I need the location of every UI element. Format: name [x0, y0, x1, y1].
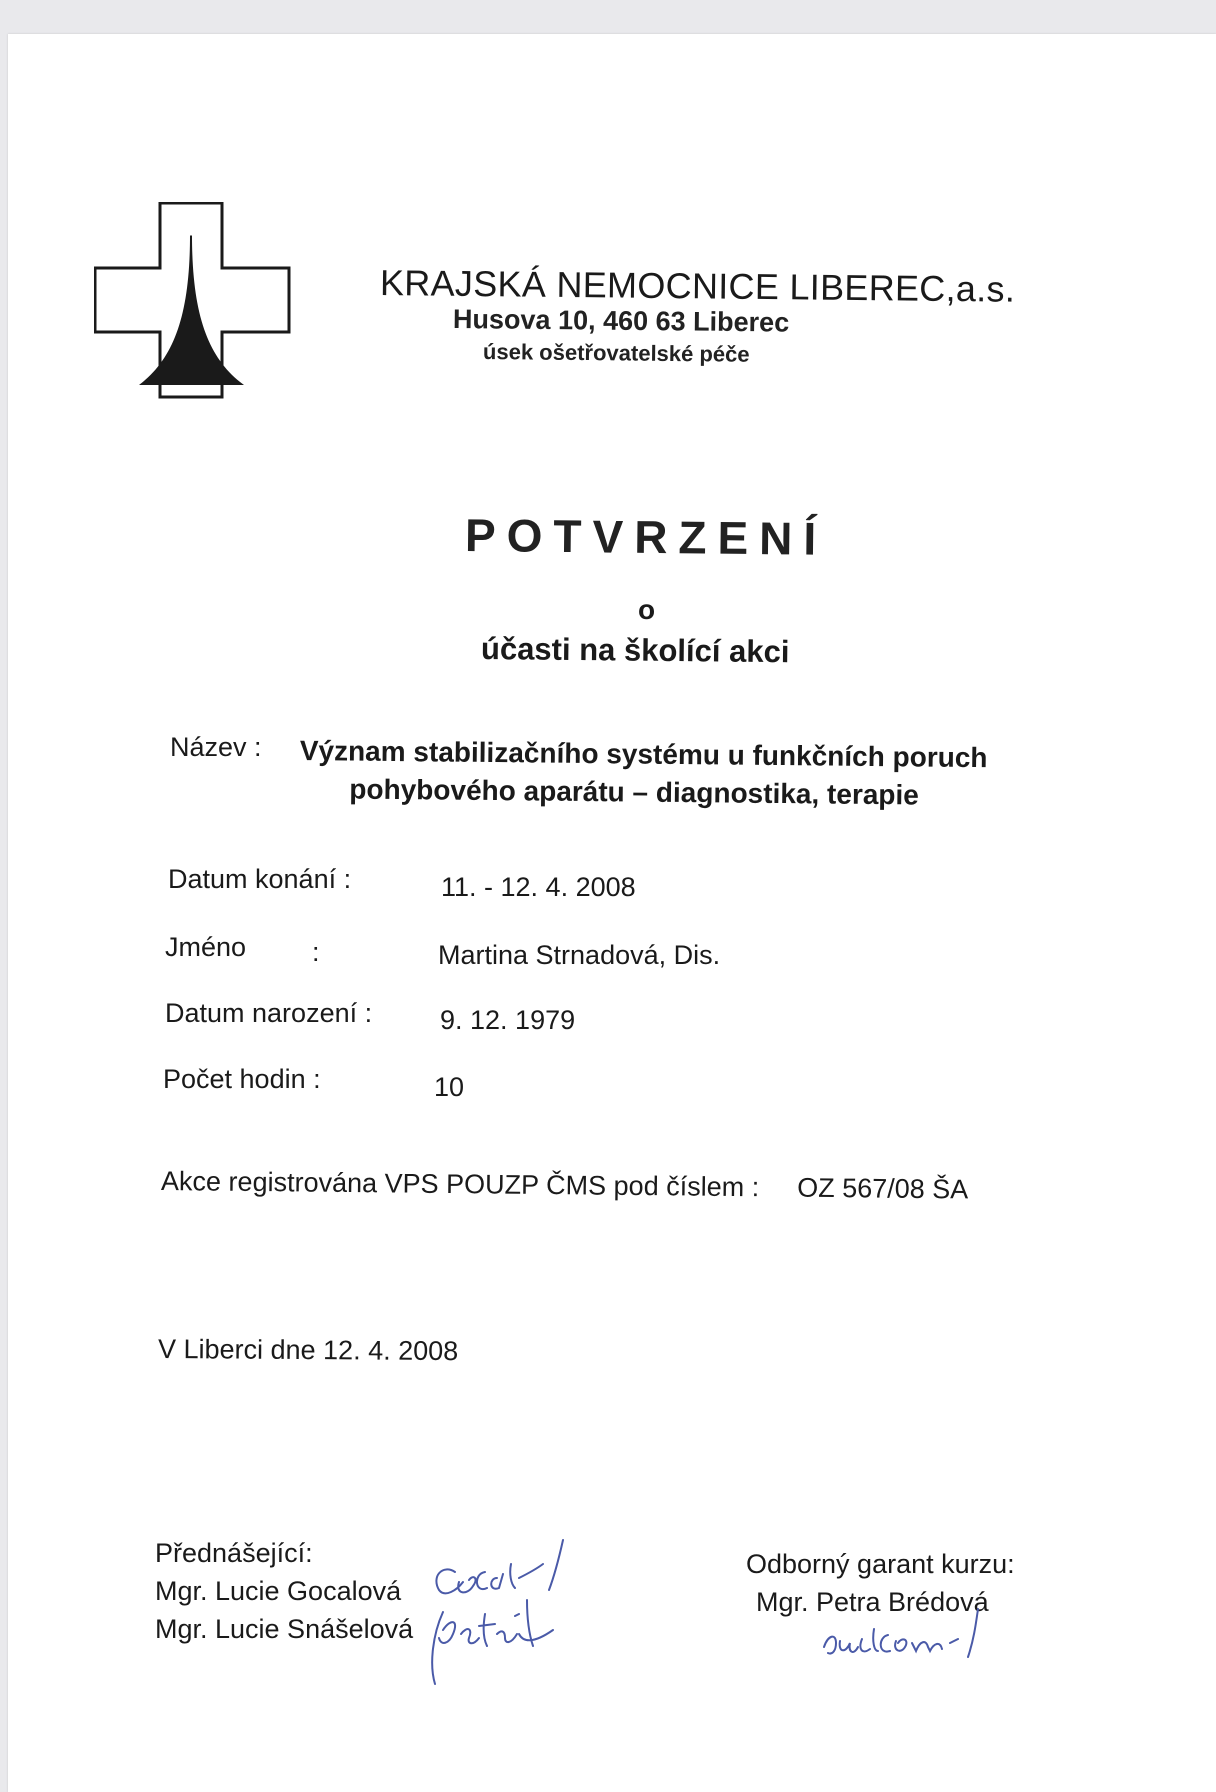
guarantor-signature [818, 1599, 1018, 1679]
lecturers-heading: Přednášející: [155, 1538, 313, 1568]
name-colon: : [312, 937, 320, 967]
birth-date-label: Datum narození : [165, 998, 373, 1028]
hours-label: Počet hodin : [163, 1064, 321, 1094]
document-subtitle: účasti na školící akci [480, 631, 790, 670]
organization-name: KRAJSKÁ NEMOCNICE LIBEREC,a.s. [379, 262, 1016, 310]
document-page [8, 34, 1216, 1792]
date-value: 11. - 12. 4. 2008 [441, 872, 636, 902]
place-and-date: V Liberci dne 12. 4. 2008 [157, 1334, 459, 1367]
document-title: POTVRZENÍ [464, 509, 828, 565]
hospital-cross-logo [94, 202, 291, 399]
course-name [299, 732, 987, 815]
hours-value: 10 [434, 1072, 465, 1102]
birth-date-value: 9. 12. 1979 [440, 1005, 576, 1035]
lecturers-block [155, 1534, 413, 1648]
guarantor-name: Mgr. Petra Brédová [756, 1587, 989, 1617]
course-name-line1: Význam stabilizačního systému u funkčních poruch [299, 734, 988, 774]
document-title-o: o [638, 594, 656, 625]
lecturer-signatures [423, 1534, 603, 1694]
course-label: Název : [170, 732, 262, 762]
name-value: Martina Strnadová, Dis. [438, 940, 721, 970]
registration-line [161, 1166, 969, 1205]
organization-department: úsek ošetřovatelské péče [482, 339, 750, 367]
organization-address: Husova 10, 460 63 Liberec [452, 304, 790, 338]
date-label: Datum konání : [168, 864, 352, 894]
lecturer-2: Mgr. Lucie Snášelová [155, 1614, 414, 1644]
registration-number: OZ 567/08 ŠA [797, 1172, 969, 1205]
registration-text: Akce registrována VPS POUZP ČMS pod číslem : [160, 1166, 760, 1203]
course-name-line2: pohybového aparátu – diagnostika, terapie [349, 773, 920, 811]
name-label: Jméno [165, 932, 247, 962]
lecturer-1: Mgr. Lucie Gocalová [155, 1576, 402, 1606]
guarantor-heading: Odborný garant kurzu: [746, 1549, 1015, 1579]
